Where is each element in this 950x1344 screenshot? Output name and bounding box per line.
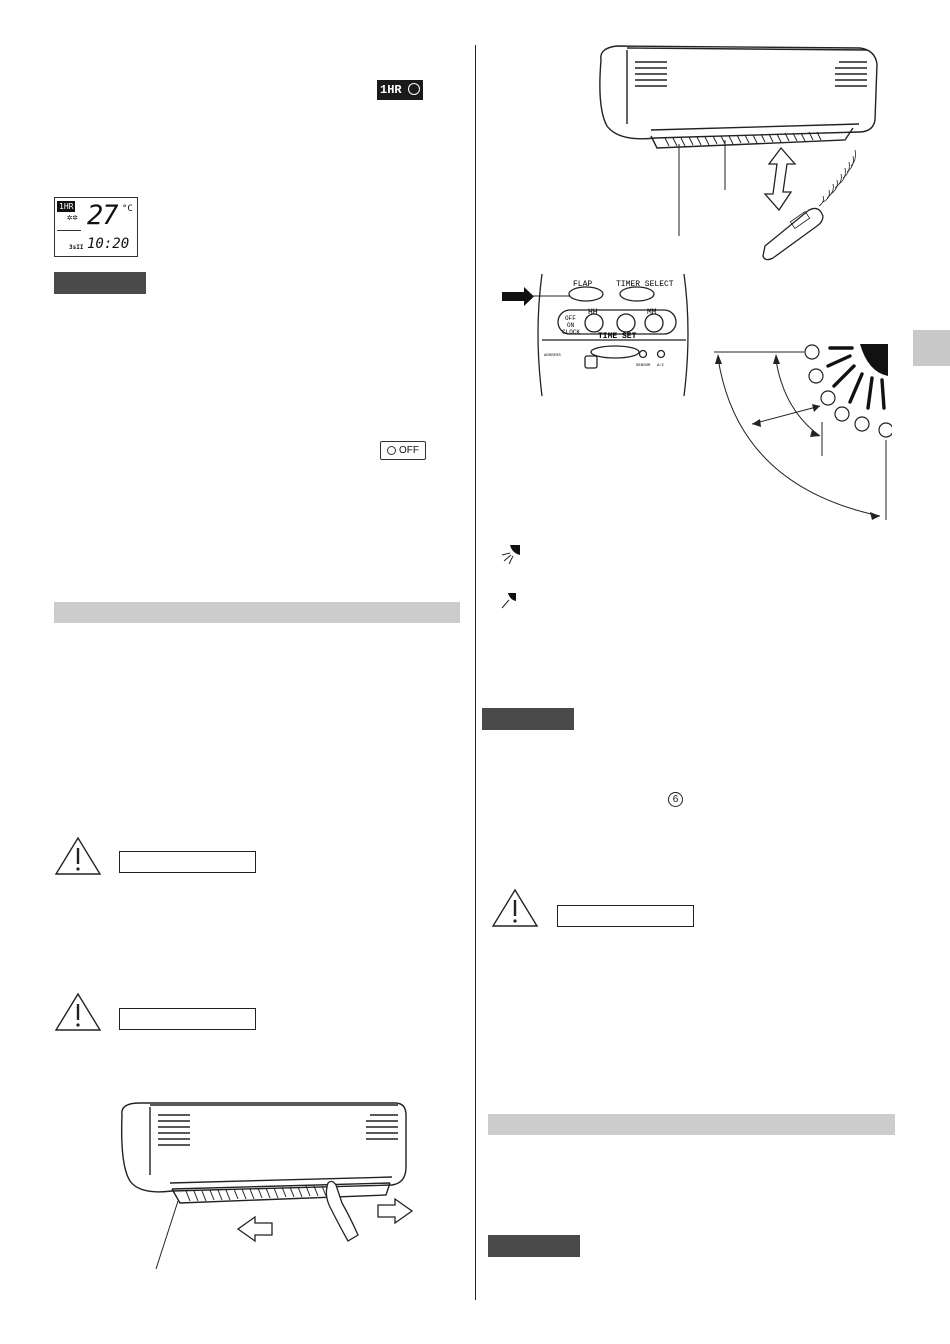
step-marker: 6 xyxy=(668,792,683,807)
ac-unit-remote-illustration xyxy=(595,40,885,265)
off-label: OFF xyxy=(565,315,576,322)
lcd-unit: °C xyxy=(122,204,133,214)
note-bar xyxy=(482,708,574,730)
time-set-label: TIME SET xyxy=(598,332,637,341)
warning-box xyxy=(557,905,694,927)
on-label: ON xyxy=(567,322,575,329)
clock-icon xyxy=(387,446,396,455)
ac-label: A/C xyxy=(657,364,665,368)
timer-select-button-label: TIMER SELECT xyxy=(616,280,674,289)
lcd-sub-label: 3sII xyxy=(69,244,84,251)
note-bar xyxy=(488,1235,580,1257)
warning-icon xyxy=(491,888,539,928)
hh-button-label: HH xyxy=(588,308,598,317)
section-tab xyxy=(913,330,950,366)
address-label: ADDRESS xyxy=(544,354,561,358)
warning-box xyxy=(119,1008,256,1030)
flap-fixed-icon xyxy=(500,591,520,611)
flap-angle-diagram xyxy=(712,336,892,522)
note-bar xyxy=(54,272,146,294)
pointer-arrow-icon xyxy=(502,292,524,301)
timer-off-label: OFF xyxy=(399,445,419,456)
clock-icon xyxy=(408,83,420,95)
mm-button-label: MM xyxy=(647,308,657,317)
column-divider xyxy=(475,45,476,1300)
one-hour-timer-icon xyxy=(377,80,423,100)
remote-control-closeup xyxy=(502,272,692,397)
lcd-temperature: 27 xyxy=(87,200,118,231)
section-heading-bar xyxy=(488,1114,895,1135)
fan-icon: ✲✲ xyxy=(67,213,78,223)
lcd-tag: 1HR xyxy=(59,202,74,211)
flap-button-label: FLAP xyxy=(573,280,593,289)
warning-icon xyxy=(54,836,102,876)
warning-box xyxy=(119,851,256,873)
lcd-display xyxy=(54,197,138,257)
flap-pivot-icon xyxy=(860,344,888,376)
ac-unit-flap-illustration xyxy=(110,1095,440,1275)
sensor-label: SENSOR xyxy=(636,364,651,368)
timer-off-icon xyxy=(380,441,426,460)
one-hour-timer-label: 1HR xyxy=(380,83,402,97)
lcd-time: 10:20 xyxy=(87,236,130,252)
flap-swing-icon xyxy=(500,543,522,565)
warning-icon xyxy=(54,992,102,1032)
lcd-divider xyxy=(57,230,81,231)
clock-label: CLOCK xyxy=(562,329,581,336)
section-heading-bar xyxy=(54,602,460,623)
